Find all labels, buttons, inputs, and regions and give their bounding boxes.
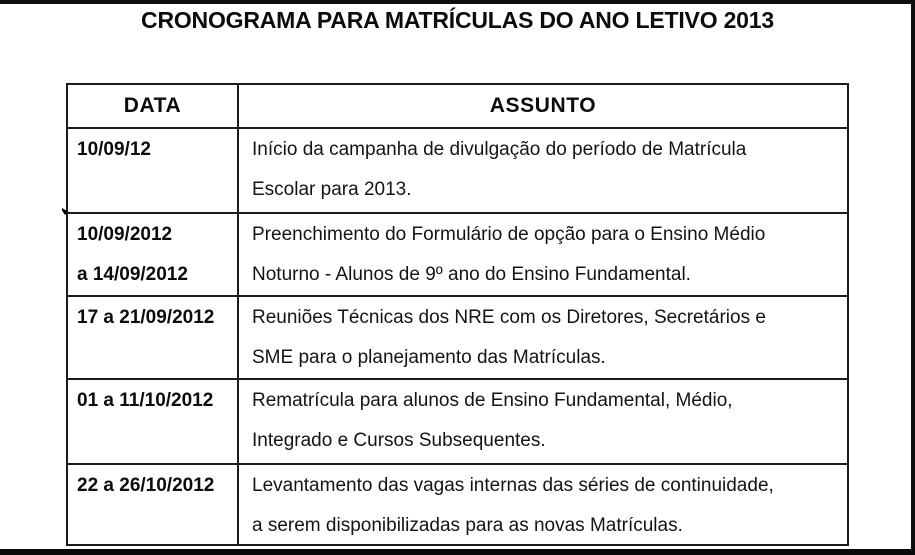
date-cell [68,465,239,544]
date-line: 01 a 11/10/2012 [77,390,214,411]
table-row [68,465,847,544]
table-row [68,214,847,297]
bottom-scan-edge-bar [0,549,915,555]
schedule-table [66,83,849,546]
subject-line: Noturno - Alunos de 9º ano do Ensino Fundamental. [252,264,691,285]
subject-line: Levantamento das vagas internas das séries de continuidade, [252,475,774,496]
date-line: 10/09/12 [77,139,151,160]
subject-line: a serem disponibilizadas para as novas Matrículas. [252,515,683,536]
header-cell-data: DATA [68,85,239,127]
subject-line: Rematrícula para alunos de Ensino Fundamental, Médio, [252,390,733,411]
subject-cell [239,129,847,212]
date-line: 22 a 26/10/2012 [77,475,215,496]
top-scan-edge-bar [0,0,915,4]
table-row [68,129,847,214]
table-header-row [68,85,847,129]
date-cell [68,380,239,463]
subject-line: Reuniões Técnicas dos NRE com os Diretores, Secretários e [252,307,766,328]
subject-line: SME para o planejamento das Matrículas. [252,347,606,368]
table-row [68,380,847,465]
subject-cell [239,465,847,544]
subject-line: Escolar para 2013. [252,179,412,200]
page-title: CRONOGRAMA PARA MATRÍCULAS DO ANO LETIVO 2013 [141,7,774,33]
date-line: 17 a 21/09/2012 [77,307,215,328]
date-line: 10/09/2012 [77,224,173,245]
subject-line: Início da campanha de divulgação do período de Matrícula [252,139,747,160]
subject-line: Integrado e Cursos Subsequentes. [252,430,546,451]
date-cell [68,214,239,295]
subject-cell [239,380,847,463]
right-scan-edge-bar [911,0,915,555]
header-cell-assunto: ASSUNTO [489,94,597,117]
subject-cell [239,214,847,295]
subject-line: Preenchimento do Formulário de opção para o Ensino Médio [252,224,766,245]
subject-cell [239,297,847,378]
table-row [68,297,847,380]
date-line: a 14/09/2012 [77,264,188,285]
date-cell [68,129,239,212]
date-cell [68,297,239,378]
